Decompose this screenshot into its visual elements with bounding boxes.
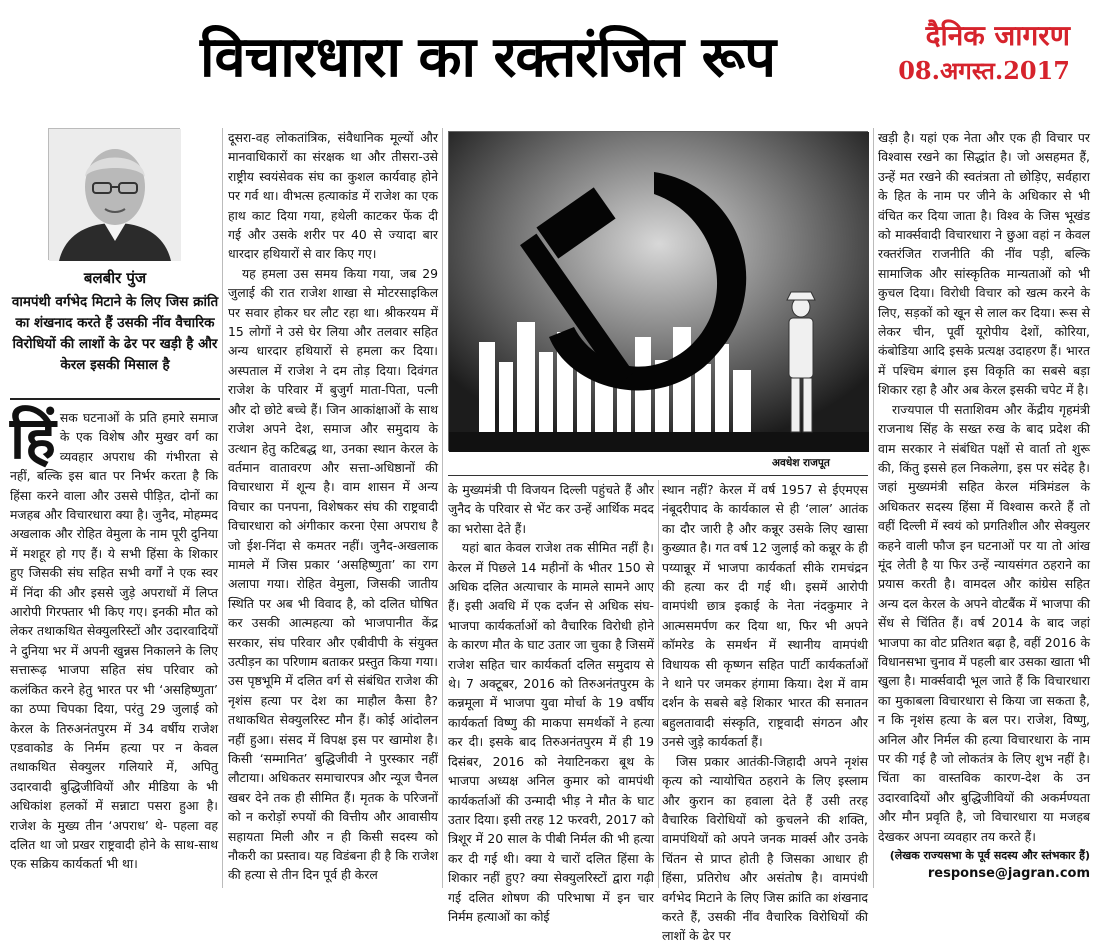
publication-name: दैनिक जागरण xyxy=(925,19,1070,52)
column-divider xyxy=(873,128,874,888)
column-divider xyxy=(442,128,443,888)
response-email[interactable]: response@jagran.com xyxy=(927,866,1090,881)
column-divider xyxy=(658,480,659,888)
column-divider xyxy=(222,128,223,888)
paragraph: राज्यपाल पी सताशिवम और केंद्रीय गृहमंत्री राजनाथ सिंह के सख्त रुख के बाद प्रदेश की वाम सरकार ने संबंधित पक्षों से वार्ता तो शुरू की, किंतु इससे हल निकलेगा, इस पर संदेह है। जहां मुख्यमंत्री सहित केरल मंत्रिमंडल के अधिकतर सदस्य हिंसा में विश्वास करते हैं तो वहीं दिल्ली में स्वयं को प्रगतिशील और सेक्युलर कहने वाली फौज इन घटनाओं पर या तो आंख मूंद लेती है या फिर उन्हें न्यायसंगत ठहराने का प्रयास करती है। वामदल और कांग्रेस सहित अन्य दल केरल के अपने वोटबैंक में भाजपा की सेंध से चिंतित हैं। वर्ष 2014 के बाद जहां भाजपा का वोट प्रतिशत बढ़ा है, वहीं 2016 के विधानसभा चुनाव में पहली बार उसका खाता भी खुला है। मार्क्सवादी भूल जाते हैं कि विचारधारा का मुकाबला विचारधारा से किया जा सकता है, न कि नृशंस हत्या के बल पर। राजेश, विष्णु, अनिल और निर्मल की हत्या विचारधारा के नाम पर की गई है जो लोकतंत्र के लिए शुभ नहीं है। चिंता का वास्तविक कारण-देश के उन उदारवादियों और बुद्धिजीवियों की अकर्मण्यता और मौन प्रवृति है, जो विचारधारा या मजहब देखकर अपना व्यवहार तय करते हैं। xyxy=(878,401,1090,844)
author-portrait-image xyxy=(49,129,181,261)
article-column-3 xyxy=(448,480,654,924)
drop-cap: हिं xyxy=(10,404,56,472)
paragraph: खड़ी है। यहां एक नेता और एक ही विचार पर विश्वास रखने का सिद्धांत है। जो असहमत हैं, उन्हें मत रखने की स्वतंत्रता तो छोड़िए, सर्वहारा के हित के नाम पर जीने के अधिकार से भी वंचित कर दिया जाता है। विश्व के जिस भूखंड को मार्क्सवादी विचारधारा ने छुआ वहां न केवल रक्तरंजित राजनीति की नींव पड़ी, बल्कि सामाजिक और सांस्कृतिक मान्यताओं को भी कुचल दिया। विरोधी विचार को खत्म करने के लिए, सड़कों को खून से लाल कर दिया। रूस से लेकर चीन, पूर्वी यूरोपीय देशों, कोरिया, कंबोडिया आदि इसके प्रत्यक्ष उदाहरण हैं। भारत में पश्चिम बंगाल इस विकृति का सबसे बड़ा शिकार रहा है और अब केरल इसकी चपेट में है। xyxy=(878,130,1090,398)
author-divider xyxy=(10,398,220,400)
illustration-divider xyxy=(448,475,868,476)
article-column-4 xyxy=(662,480,868,944)
article-column-5 xyxy=(878,128,1090,862)
author-bio: (लेखक राज्यसभा के पूर्व सदस्य और स्तंभकार हैं) xyxy=(889,849,1090,863)
author-tagline: वामपंथी वर्गभेद मिटाने के लिए जिस क्रांति का शंखनाद करते हैं उसकी नींव वैचारिक विरोधियों की लाशों के ढेर पर खड़ी है और केरल इसकी मिसाल है xyxy=(11,294,219,373)
paragraph: के मुख्यमंत्री पी विजयन दिल्ली पहुंचते हैं और जुनैद के परिवार से भेंट कर उन्हें आर्थिक मदद का भरोसा देते हैं। xyxy=(448,482,654,536)
author-name: बलबीर पुंज xyxy=(83,269,147,287)
paragraph: यह हमला उस समय किया गया, जब 29 जुलाई की रात राजेश शाखा से मोटरसाइकिल पर सवार होकर घर लौट रहा था। श्रीकरयम में 15 लोगों ने उसे घेर लिया और तलवार सहित अन्य धारदार हथियारों से हमला कर दिया। अस्पताल में राजेश ने दम तोड़ दिया। दिवंगत राजेश के परिवार में बुजुर्ग माता-पिता, पत्नी और दो छोटे बच्चे हैं। जिन आकांक्षाओं के साथ राजेश अपने देश, समाज और समुदाय के उत्थान हेतु कटिबद्ध था, उनका स्थान केरल के वर्तमान वातावरण और सत्ता-अधिष्ठानों की विचारधारा में शून्य है। वाम शासन में अन्य विचार का पनपना, विशेषकर संघ की राष्ट्रवादी विचारधारा को अंगीकार करना ऐसा अपराध है जो ईश-निंदा से कमतर नहीं। जुनैद-अखलाक मामले में जिस प्रकार ‘असहिष्णुता’ का राग अलापा गया। रोहित वेमुला, जिसकी जातीय स्थिति पर अब भी विवाद है, को दलित घोषित कर उसकी आत्महत्या को भाजपानीत केंद्र सरकार, संघ परिवार और एबीवीपी के संयुक्त उत्पीड़न का परिणाम बताकर प्रस्तुत किया गया। उस पृष्ठभूमि में दलित वर्ग से संबंधित राजेश की नृशंस हत्या पर देश का माहौल कैसा है? तथाकथित सेक्युलरिस्ट मौन हैं। कोई आंदोलन नहीं हुआ। संसद में विपक्ष इस पर खामोश है। किसी ‘सम्मानित’ बुद्धिजीवी ने पुरस्कार नहीं लौटाया। अधिकतर समाचारपत्र और न्यूज चैनल खबर देने तक ही सीमित हैं। मृतक के परिजनों को न करोड़ों रुपयों की वित्तीय और आवासीय सहायता मिली और न ही किसी सदस्य को नौकरी का प्रस्ताव। यह विडंबना ही है कि राजेश की हत्या से तीन दिन पूर्व ही केरल xyxy=(228,265,438,883)
paragraph: स्थान नहीं? केरल में वर्ष 1957 से ईएमएस नंबूदरीपाद के कार्यकाल से ही ‘लाल’ आतंक का दौर जारी है और कन्नूर उसके लिए खासा कुख्यात है। गत वर्ष 12 जुलाई को कन्नूर के ही पय्यान्नूर में भाजपा कार्यकर्ता सीके रामचंद्रन की हत्या कर दी गई थी। इसमें आरोपी वामपंथी छात्र इकाई के नेता नंदकुमार ने आत्मसमर्पण कर दिया था, फिर भी अपने कॉमरेड के समर्थन में स्थानीय वामपंथी विधायक सी कृष्णन सहित पार्टी कार्यकर्ताओं ने थाने पर जमकर हंगामा किया। देश में वाम दर्शन के सबसे बड़े शिकार भारत की सनातन बहुलतावादी संस्कृति, राष्ट्रवादी संगठन और उनसे जुड़े कार्यकर्ता हैं। xyxy=(662,482,868,750)
paragraph: जिस प्रकार आतंकी-जिहादी अपने नृशंस कृत्य को न्यायोचित ठहराने के लिए इस्लाम और कुरान का हवाला देते हैं उसी तरह वैचारिक विरोधियों को कुचलने की शक्ति, वामपंथियों को अपने जनक मार्क्स और उनके चिंतन से प्राप्त होती है जिसका आधार ही हिंसा, प्रतिरोध और असंतोष है। वामपंथी वर्गभेद मिटाने के लिए जिस क्रांति का शंखनाद करते हैं, उसकी नींव वैचारिक विरोधियों की लाशों के ढेर पर xyxy=(662,753,868,944)
illustration-credit: अवधेश राजपूत xyxy=(772,457,830,469)
illustration xyxy=(448,131,868,451)
column-1-text xyxy=(10,404,218,874)
article-column-2 xyxy=(228,128,438,888)
hammer-sickle-illustration xyxy=(449,132,869,452)
article-column-1 xyxy=(10,404,218,888)
headline: विचारधारा का रक्तरंजित रूप xyxy=(200,25,776,90)
column-1-body: सक घटनाओं के प्रति हमारे समाज के एक विशेष और मुखर वर्ग का व्यवहार अपराध की गंभीरता से नहीं, बल्कि इस बात पर निर्भर करता है कि हिंसा करने वाला और उससे पीड़ित, दोनों का मजहब और विचारधारा क्या है। जुनैद, मोहम्मद अखलाक और रोहित वेमुला के नाम पूरी दुनिया में मशहूर हो गए हैं। ये सभी हिंसा के शिकार हुए जिसकी संघ सहित सभी वर्गों ने एक स्वर में निंदा की और इससे जुड़े अपराधों में लिप्त आरोपी गिरफ्तार भी किए गए। इनकी मौत को लेकर तथाकथित सेक्युलरिस्टों और उदारवादियों ने दुनिया भर में अपनी खुन्नस निकालने के लिए सत्तारूढ़ भाजपा सहित संघ परिवार को कलंकित करने हेतु भारत पर भी ‘असहिष्णुता’ का ठप्पा चिपका दिया, परंतु 29 जुलाई को केरल के तिरुअनंतपुरम में 34 वर्षीय राजेश एडवाकोड के निर्मम हत्या पर न केवल तथाकथित सेक्युलर गलियारे में, अपितु उदारवादी बुद्धिजीवियों और मीडिया के भी अधिकांश हलकों में सन्नाटा पसरा हुआ है। राजेश के मुख्य तीन ‘अपराध’ थे- पहला वह दलित था जो प्रखर राष्ट्रवादी होने के साथ-साथ एक सक्रिय कार्यकर्ता भी था। xyxy=(10,410,218,872)
paragraph: दूसरा-वह लोकतांत्रिक, संवैधानिक मूल्यों और मानवाधिकारों का संरक्षक था और तीसरा-उसे राष्ट्रीय स्वयंसेवक संघ का कुशल कार्यवाह होने पर गर्व था। वीभत्स हत्याकांड में राजेश का एक हाथ काट दिया गया, हथेली काटकर फेंक दी गई और उसके शरीर पर 40 से ज्यादा बार धारदार हथियारों से वार किए गए। xyxy=(228,130,438,262)
author-portrait xyxy=(48,128,180,260)
publication-date: 08.अगस्त.2017 xyxy=(898,56,1070,85)
paragraph: यहां बात केवल राजेश तक सीमित नहीं है। केरल में पिछले 14 महीनों के भीतर 150 से अधिक दलित अत्याचार के मामले सामने आए हैं। इसी अवधि में एक दर्जन से अधिक संघ-भाजपा कार्यकर्ताओं को वैचारिक विरोधी होने के कारण मौत के घाट उतार जा चुका है जिसमें राजेश सहित चार कार्यकर्ता दलित समुदाय से थे। 7 अक्टूबर, 2016 को तिरुअनंतपुरम के कन्नमूला में भाजपा युवा मोर्चा के 19 वर्षीय कार्यकर्ता विष्णु की माकपा समर्थकों ने हत्या कर दी। इसके बाद तिरुअनंतपुरम में ही 19 दिसंबर, 2016 को नेयाटिनकरा बूथ के भाजपा अध्यक्ष अनिल कुमार को वामपंथी कार्यकर्ताओं की उन्मादी भीड़ ने मौत के घाट उतार दिया। इसी तरह 12 फरवरी, 2017 को त्रिशूर में 20 साल के पीबी निर्मल की भी हत्या कर दी गई थी। क्या ये चारों दलित हिंसा के शिकार नहीं हुए? क्या सेक्युलरिस्टों द्वारा गढ़ी गई दलित शोषण की परिभाषा में इन चार निर्मम हत्याओं का कोई xyxy=(448,540,654,924)
